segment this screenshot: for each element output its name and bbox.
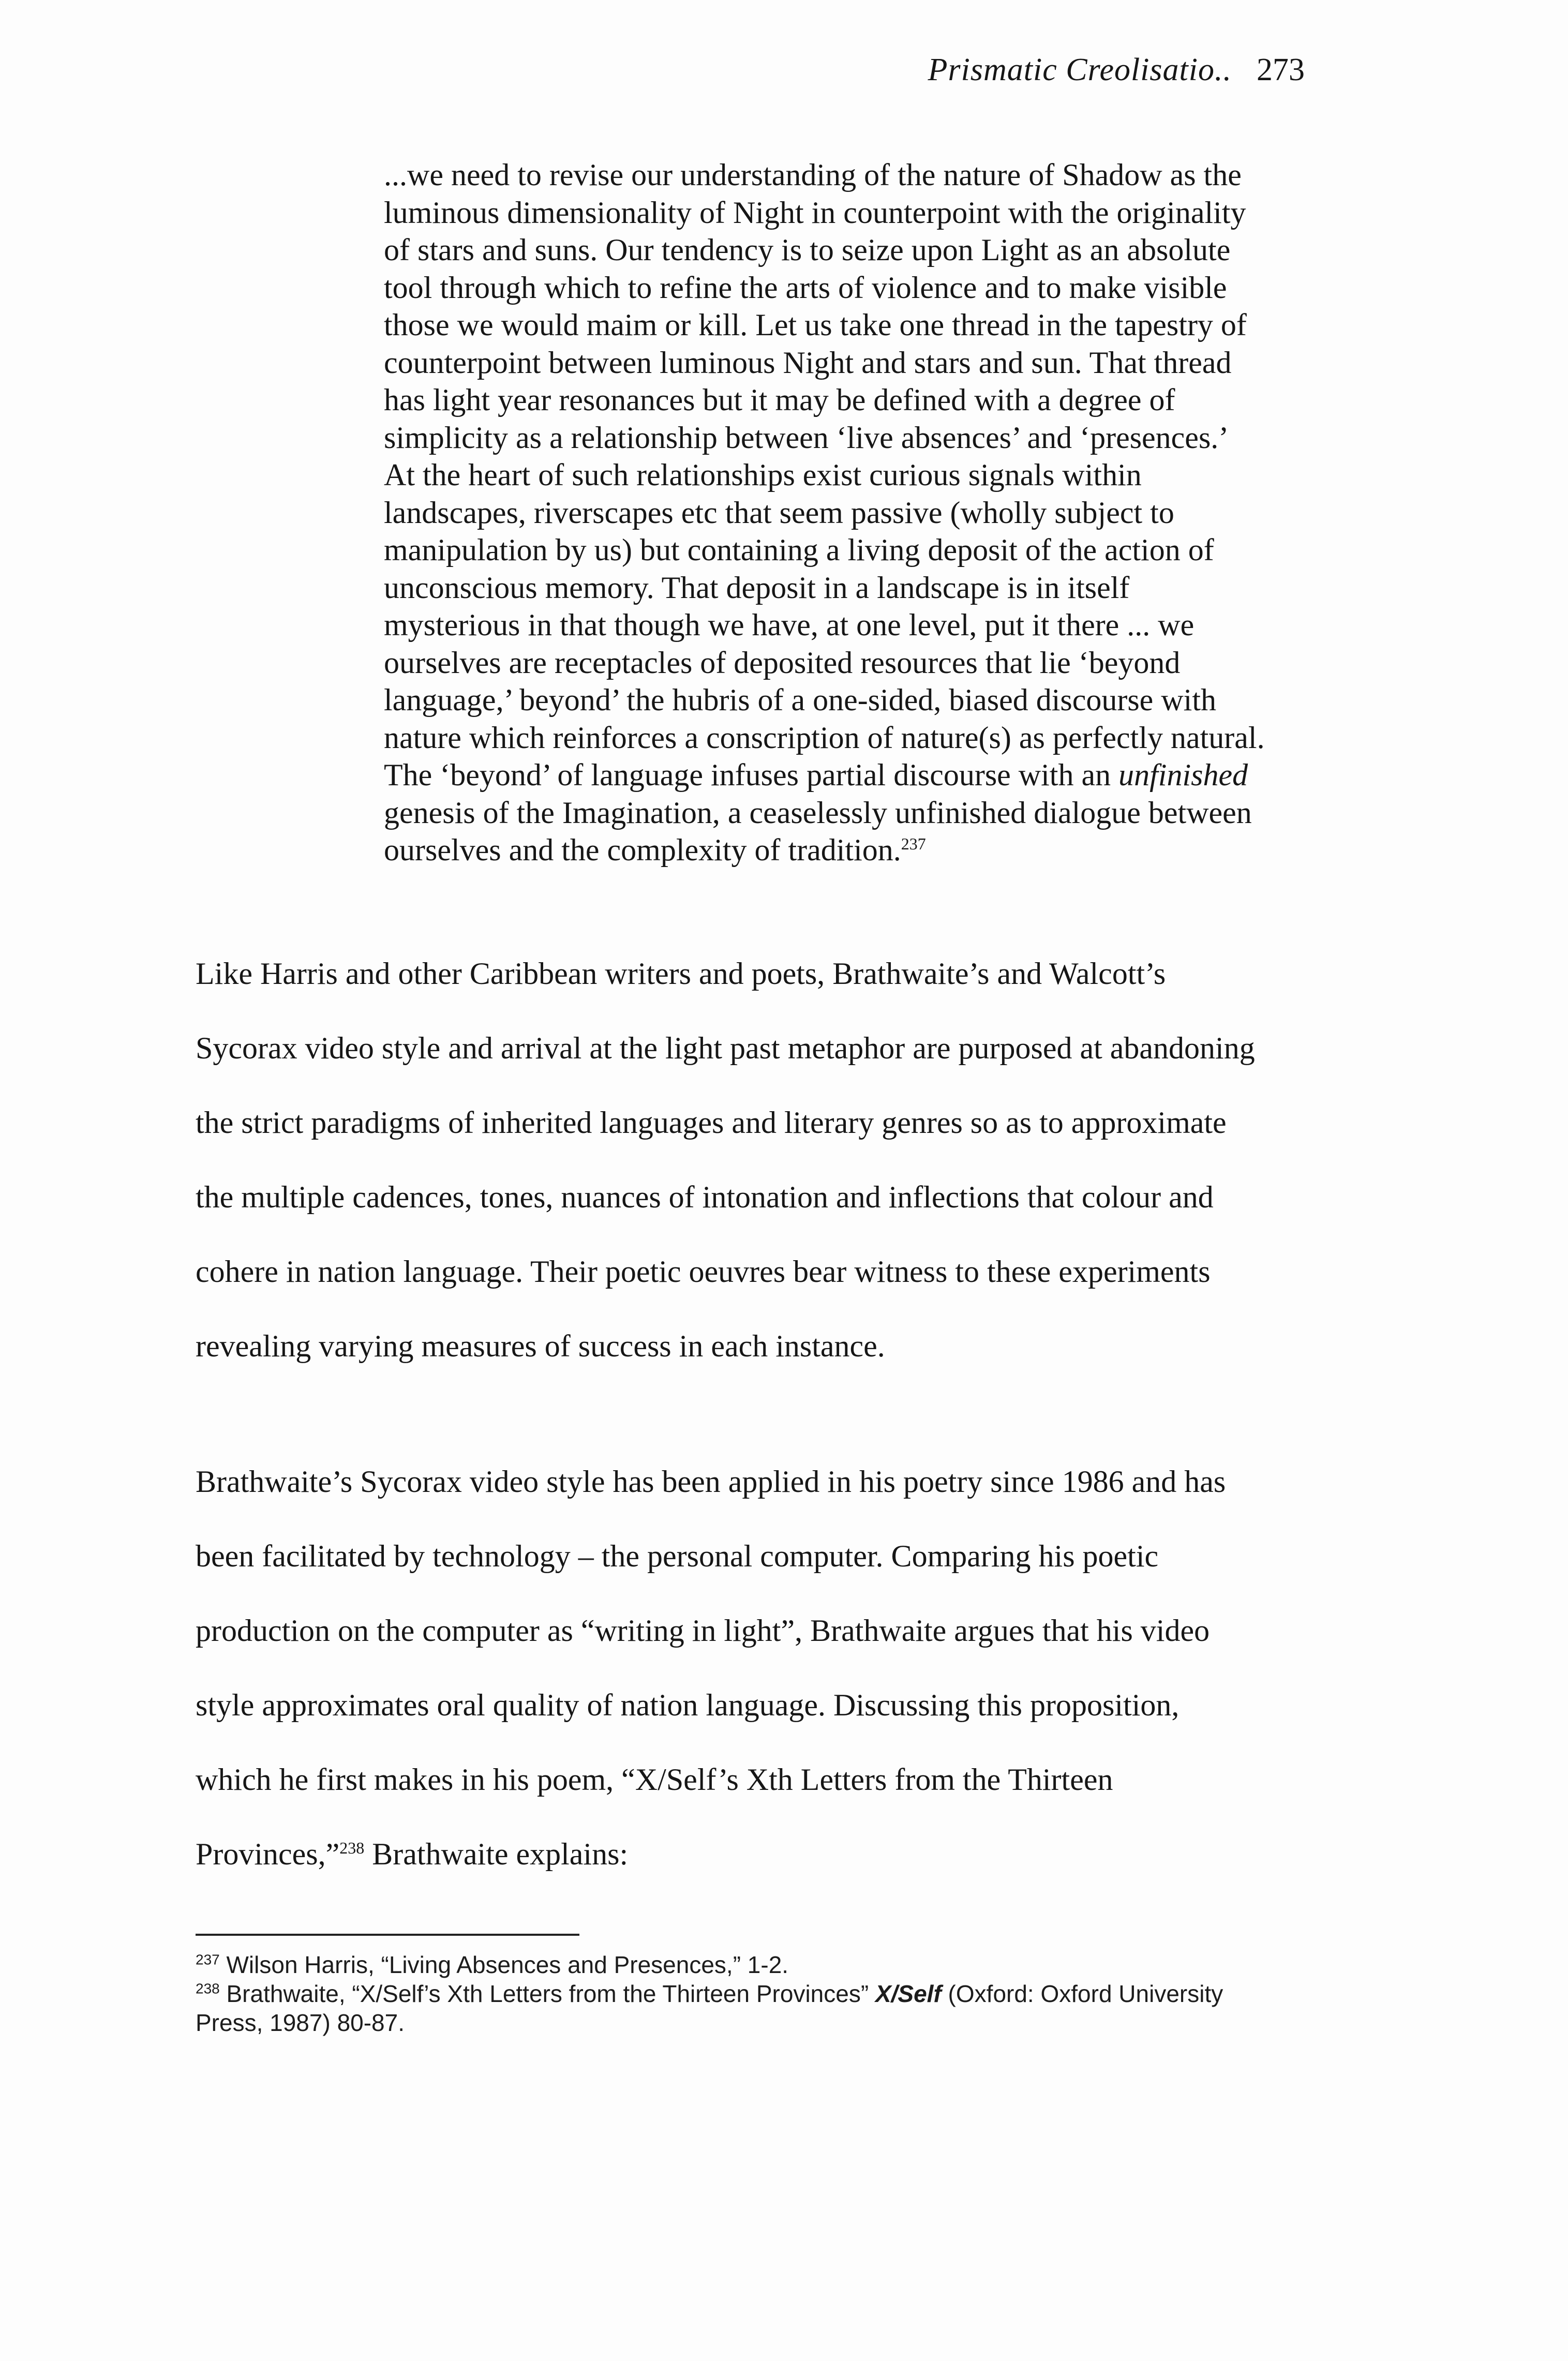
quote-line: manipulation by us) but containing a living deposit of the action of: [384, 533, 1214, 567]
footnote-number: 237: [196, 1951, 220, 1968]
paragraph-line: [196, 1817, 1313, 1891]
quote-line: [384, 756, 1305, 794]
paragraph-text: Brathwaite explains:: [364, 1837, 629, 1871]
quote-line: ourselves are receptacles of deposited resources that lie ‘beyond: [384, 645, 1181, 680]
footnote-text: Brathwaite, “X/Self’s Xth Letters from the Thirteen Provinces”: [219, 1980, 875, 2007]
quote-emphasis: unfinished: [1118, 758, 1248, 792]
quote-line: of stars and suns. Our tendency is to seize upon Light as an absolute: [384, 233, 1231, 267]
running-head-title: Prismatic Creolisatio..: [928, 52, 1232, 87]
running-header: [928, 54, 1305, 86]
paragraph-line: Like Harris and other Caribbean writers and poets, Brathwaite’s and Walcott’s: [196, 957, 1166, 991]
quote-line: tool through which to refine the arts of violence and to make visible: [384, 270, 1227, 305]
quote-line: landscapes, riverscapes etc that seem passive (wholly subject to: [384, 495, 1174, 530]
paragraph-line: cohere in nation language. Their poetic oeuvres bear witness to these experiments: [196, 1254, 1211, 1289]
quote-text: ourselves and the complexity of tradition.: [384, 833, 901, 867]
paragraph-line: production on the computer as “writing in light”, Brathwaite argues that his video: [196, 1613, 1210, 1648]
quote-line: nature which reinforces a conscription of nature(s) as perfectly natural.: [384, 720, 1265, 755]
quote-line: [384, 831, 1305, 869]
footnotes: [196, 1950, 1313, 2037]
page-number: 273: [1257, 52, 1305, 87]
paragraph-line: revealing varying measures of success in each instance.: [196, 1329, 885, 1363]
paragraph-line: Sycorax video style and arrival at the light past metaphor are purposed at abandoning: [196, 1031, 1255, 1065]
quote-line: counterpoint between luminous Night and stars and sun. That thread: [384, 345, 1232, 380]
paragraph-line: style approximates oral quality of nation language. Discussing this proposition,: [196, 1688, 1179, 1722]
paragraph-1: [196, 936, 1313, 1383]
paragraph-line: the strict paradigms of inherited languages and literary genres so as to approximate: [196, 1105, 1227, 1140]
footnote-237: [196, 1950, 1313, 1979]
paragraph-text: Provinces,”: [196, 1837, 340, 1871]
block-quote: [384, 156, 1305, 869]
footnote-text: (Oxford: Oxford University: [941, 1980, 1223, 2007]
quote-line: language,’ beyond’ the hubris of a one-sided, biased discourse with: [384, 683, 1216, 717]
quote-line: has light year resonances but it may be defined with a degree of: [384, 383, 1175, 417]
footnote-number: 238: [196, 1980, 220, 1997]
quote-line: mysterious in that though we have, at one level, put it there ... we: [384, 608, 1194, 642]
quote-line: unconscious memory. That deposit in a landscape is in itself: [384, 570, 1130, 605]
quote-text: The ‘beyond’ of language infuses partial discourse with an: [384, 758, 1119, 792]
paragraph-line: been facilitated by technology – the personal computer. Comparing his poetic: [196, 1539, 1159, 1573]
quote-line: simplicity as a relationship between ‘live absences’ and ‘presences.’: [384, 420, 1229, 455]
quote-line: At the heart of such relationships exist curious signals within: [384, 458, 1142, 492]
paragraph-2: [196, 1444, 1313, 1891]
paragraph-line: which he first makes in his poem, “X/Self’s Xth Letters from the Thirteen: [196, 1762, 1113, 1797]
quote-line: those we would maim or kill. Let us take one thread in the tapestry of: [384, 308, 1247, 342]
footnote-238: [196, 1979, 1313, 2008]
footnote-divider: [196, 1934, 579, 1936]
paragraph-line: Brathwaite’s Sycorax video style has been applied in his poetry since 1986 and has: [196, 1465, 1226, 1499]
footnote-text: Wilson Harris, “Living Absences and Presences,” 1-2.: [219, 1951, 789, 1978]
quote-line: genesis of the Imagination, a ceaselessly unfinished dialogue between: [384, 795, 1252, 830]
footnote-238-continued: Press, 1987) 80-87.: [196, 2009, 405, 2036]
footnote-ref-237[interactable]: 237: [901, 834, 926, 853]
footnote-book-title: X/Self: [875, 1980, 942, 2007]
quote-line: luminous dimensionality of Night in counterpoint with the originality: [384, 195, 1246, 230]
paragraph-line: the multiple cadences, tones, nuances of intonation and inflections that colour and: [196, 1180, 1214, 1214]
quote-line: ...we need to revise our understanding of the nature of Shadow as the: [384, 158, 1242, 192]
footnote-ref-238[interactable]: 238: [339, 1839, 365, 1857]
